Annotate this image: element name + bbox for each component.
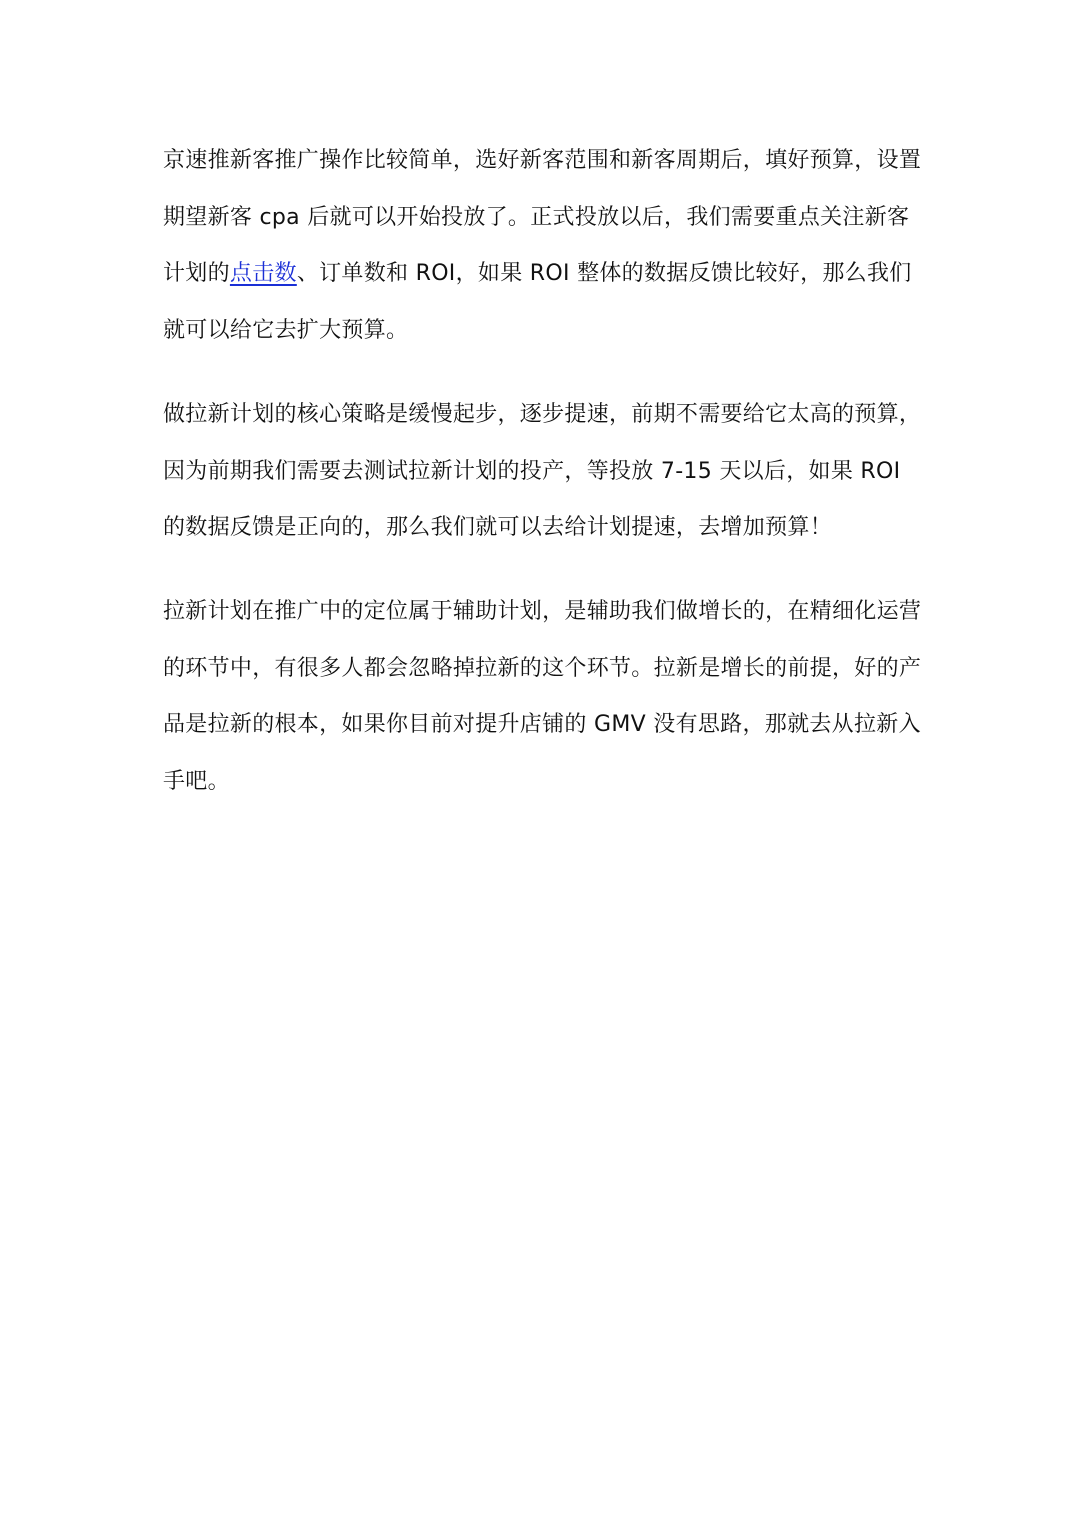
paragraph-1-text-before: 京速推新客推广操作比较简单，选好新客范围和新客周期后，填好预算，设置期望新客 cpa 后就可以开始投放了。正式投放以后，我们需要重点关注新客计划的	[163, 148, 922, 287]
paragraph-1	[163, 133, 923, 360]
paragraph-2: 做拉新计划的核心策略是缓慢起步，逐步提速，前期不需要给它太高的预算，因为前期我们需要去测试拉新计划的投产，等投放 7-15 天以后，如果 ROI 的数据反馈是正向的，那么我们就可以去给计划提速，去增加预算！	[163, 401, 922, 541]
click-count-link[interactable]: 点击数	[229, 261, 297, 287]
article-body	[163, 133, 923, 811]
paragraph-3: 拉新计划在推广中的定位属于辅助计划，是辅助我们做增长的，在精细化运营的环节中，有很多人都会忽略掉拉新的这个环节。拉新是增长的前提，好的产品是拉新的根本，如果你目前对提升店铺的 GMV 没有思路，那就去从拉新入手吧。	[163, 598, 922, 795]
paragraph-1-text-after: 、订单数和 ROI，如果 ROI 整体的数据反馈比较好，那么我们就可以给它去扩大预算。	[163, 261, 912, 344]
